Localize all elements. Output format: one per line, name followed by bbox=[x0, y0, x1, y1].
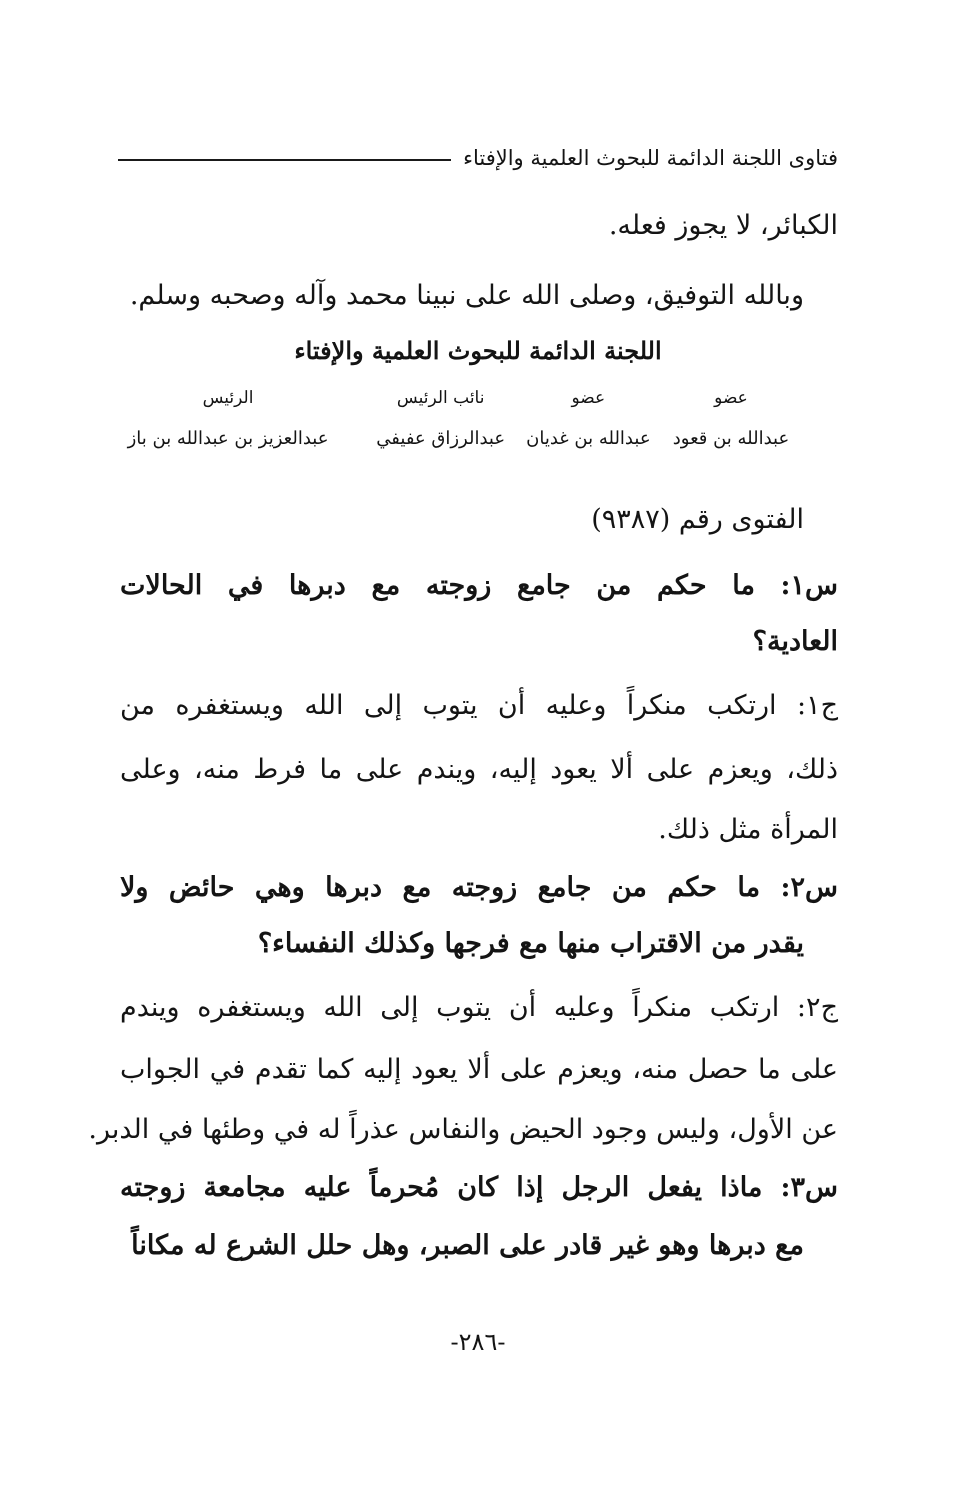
signatory-roles bbox=[98, 388, 806, 408]
header-title: فتاوى اللجنة الدائمة للبحوث العلمية والإفتاء bbox=[463, 146, 838, 170]
answer-2-line-1: ج٢: ارتكب منكراً وعليه أن يتوب إلى الله ويستغفره ويندم bbox=[120, 992, 838, 1023]
role-vice-president: نائب الرئيس bbox=[396, 388, 485, 408]
answer-2-line-3: عن الأول، وليس وجود الحيض والنفاس عذراً له في وطئها في الدبر. bbox=[88, 1114, 838, 1145]
header-rule bbox=[118, 159, 451, 161]
name-member-2: عبدالله بن غديان bbox=[526, 428, 651, 449]
role-member-2: عضو bbox=[571, 388, 606, 408]
question-1-line-2: العادية؟ bbox=[752, 626, 838, 657]
answer-1-line-3: المرأة مثل ذلك. bbox=[658, 814, 838, 845]
question-3-line-1: س٣: ماذا يفعل الرجل إذا كان مُحرماً عليه مجامعة زوجته bbox=[120, 1172, 838, 1203]
name-member-1: عبدالله بن قعود bbox=[672, 428, 790, 449]
running-header bbox=[118, 140, 838, 176]
committee-title: اللجنة الدائمة للبحوث العلمية والإفتاء bbox=[294, 336, 662, 365]
role-member-1: عضو bbox=[714, 388, 748, 408]
question-1-line-1: س١: ما حكم من جامع زوجته مع دبرها في الحالات bbox=[120, 570, 838, 601]
question-2-line-2: يقدر من الاقتراب منها مع فرجها وكذلك النفساء؟ bbox=[257, 928, 804, 959]
question-3-line-2: مع دبرها وهو غير قادر على الصبر، وهل حلل الشرع له مكاناً bbox=[131, 1230, 804, 1261]
page-number: -٢٨٦- bbox=[450, 1328, 506, 1356]
intro-line-2: وبالله التوفيق، وصلى الله على نبينا محمد وآله وصحبه وسلم. bbox=[129, 280, 804, 311]
name-president: عبدالعزيز بن عبدالله بن باز bbox=[127, 428, 329, 449]
intro-line-1: الكبائر، لا يجوز فعله. bbox=[608, 210, 838, 241]
answer-1-line-1: ج١: ارتكب منكراً وعليه أن يتوب إلى الله ويستغفره من bbox=[120, 690, 838, 721]
role-president: الرئيس bbox=[202, 388, 254, 408]
answer-2-line-2: على ما حصل منه، ويعزم على ألا يعود إليه كما تقدم في الجواب bbox=[120, 1054, 838, 1085]
name-vice-president: عبدالرزاق عفيفي bbox=[376, 428, 506, 449]
question-2-line-1: س٢: ما حكم من جامع زوجته مع دبرها وهي حائض ولا bbox=[120, 872, 838, 903]
signatory-names bbox=[98, 428, 806, 449]
answer-1-line-2: ذلك، ويعزم على ألا يعود إليه، ويندم على ما فرط منه، وعلى bbox=[120, 754, 838, 785]
fatwa-number: الفتوى رقم (٩٣٨٧) bbox=[591, 504, 804, 535]
